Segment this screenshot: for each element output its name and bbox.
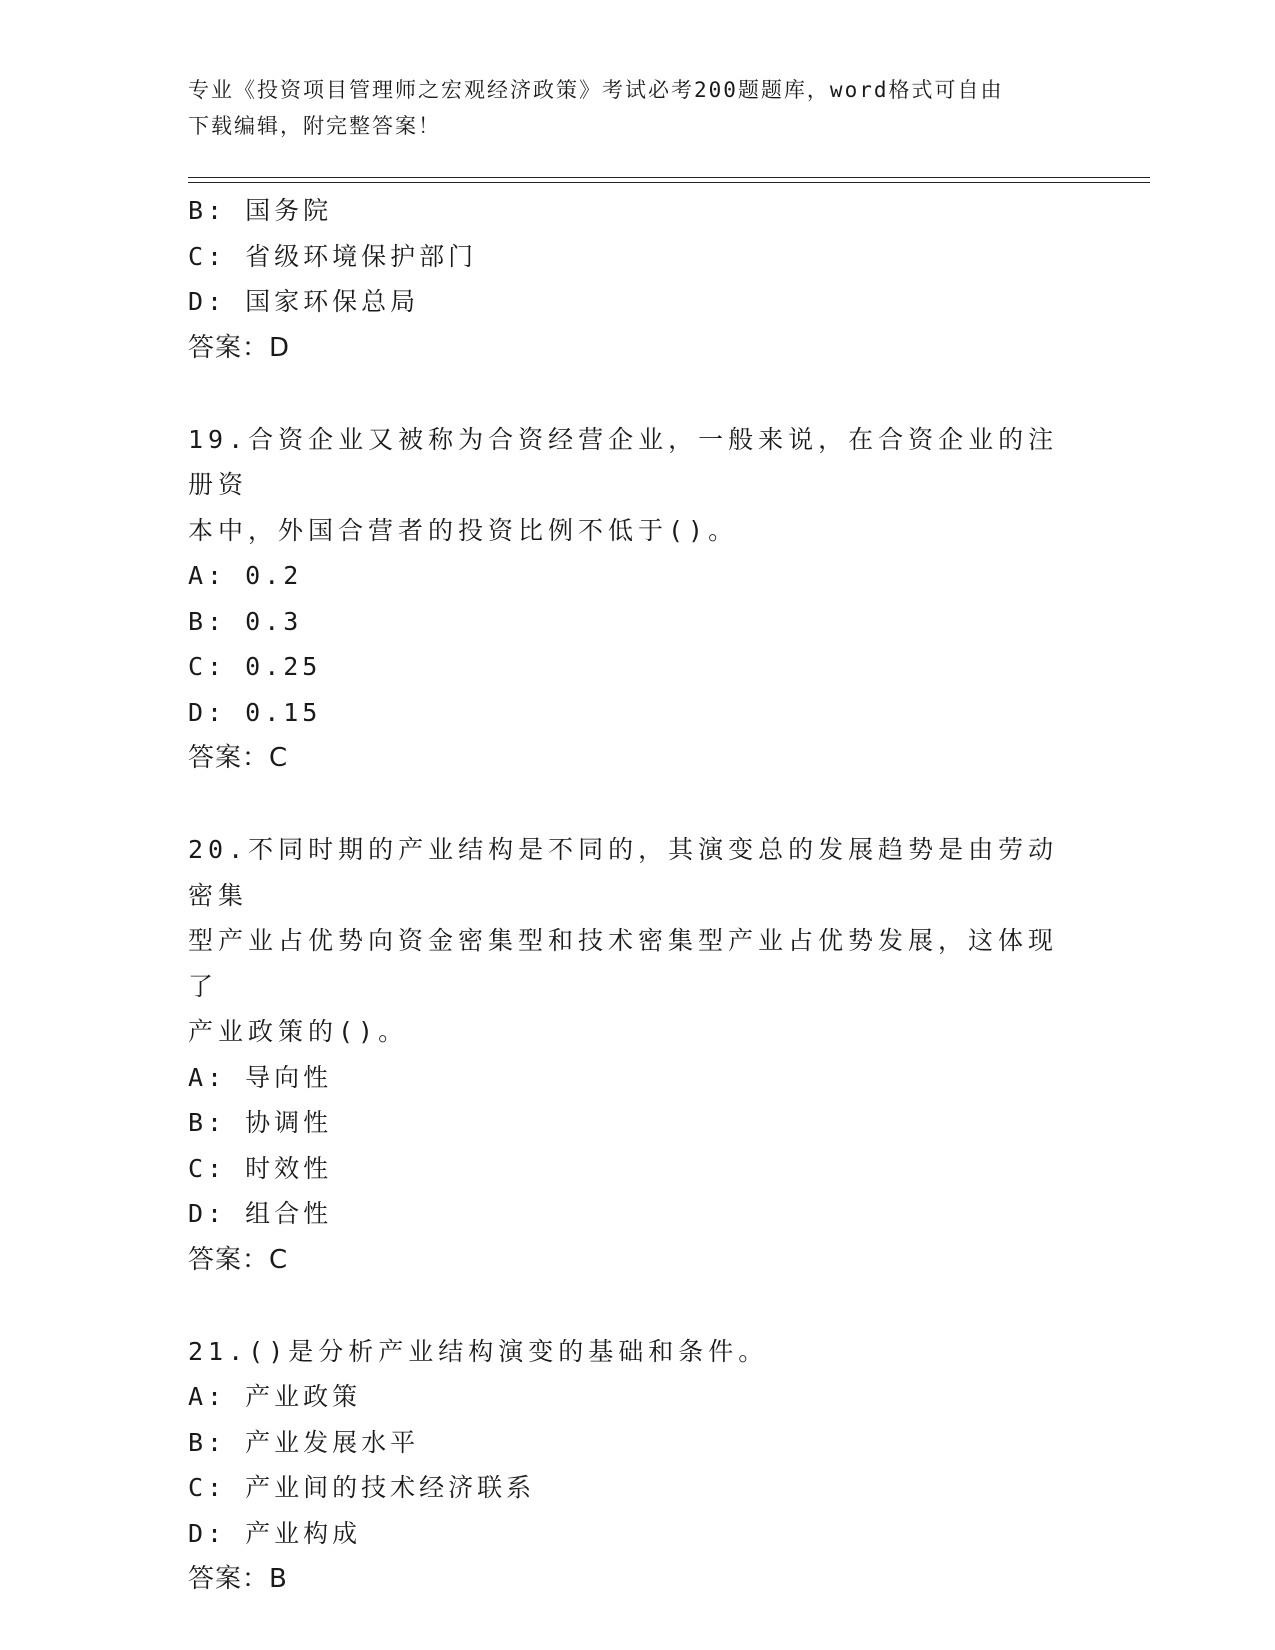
header-divider-bottom	[188, 182, 1150, 183]
document-header	[188, 72, 1068, 144]
option-b: B: 产业发展水平	[188, 1427, 420, 1457]
option-b: B: 协调性	[188, 1108, 333, 1137]
option-c: C: 产业间的技术经济联系	[188, 1473, 536, 1502]
question-20	[188, 827, 1068, 1283]
question-stem-line: 型产业占优势向资金密集型和技术密集型产业占优势发展，这体现了	[188, 926, 1059, 1001]
option-a: A: 0.2	[188, 561, 303, 590]
option-d: D: 产业构成	[188, 1518, 362, 1548]
option-b: B: 0.3	[188, 606, 303, 636]
question-stem-line: 本中，外国合营者的投资比例不低于()。	[188, 515, 739, 545]
option-c: C: 省级环境保护部门	[188, 241, 478, 271]
question-stem-line: 20.不同时期的产业结构是不同的，其演变总的发展趋势是由劳动密集	[188, 835, 1059, 910]
question-19	[188, 417, 1068, 782]
answer-line: 答案：C	[188, 1244, 289, 1275]
answer-line: 答案：C	[188, 743, 289, 773]
option-a: A: 产业政策	[188, 1382, 362, 1411]
spacer	[188, 371, 1068, 417]
question-stem-line: 产业政策的()。	[188, 1017, 409, 1046]
header-line-2: 下载编辑，附完整答案！	[188, 114, 441, 138]
option-a: A: 导向性	[188, 1062, 333, 1092]
option-d: D: 0.15	[188, 697, 322, 727]
spacer	[188, 1283, 1068, 1329]
question-stem-line: 19.合资企业又被称为合资经营企业，一般来说，在合资企业的注册资	[188, 424, 1059, 499]
question-21	[188, 1329, 1068, 1603]
partial-question	[188, 188, 1068, 371]
option-b: B: 国务院	[188, 196, 333, 225]
answer-line: 答案：B	[188, 1564, 288, 1594]
answer-line: 答案：D	[188, 332, 291, 363]
option-d: D: 组合性	[188, 1199, 333, 1228]
question-list	[188, 188, 1068, 1602]
header-line-1: 专业《投资项目管理师之宏观经济政策》考试必考200题题库，word格式可自由	[188, 78, 1004, 102]
header-divider-top	[188, 177, 1150, 178]
option-c: C: 时效性	[188, 1153, 333, 1183]
question-stem-line: 21.()是分析产业结构演变的基础和条件。	[188, 1336, 769, 1366]
spacer	[188, 781, 1068, 827]
option-c: C: 0.25	[188, 652, 322, 681]
option-d: D: 国家环保总局	[188, 287, 420, 316]
